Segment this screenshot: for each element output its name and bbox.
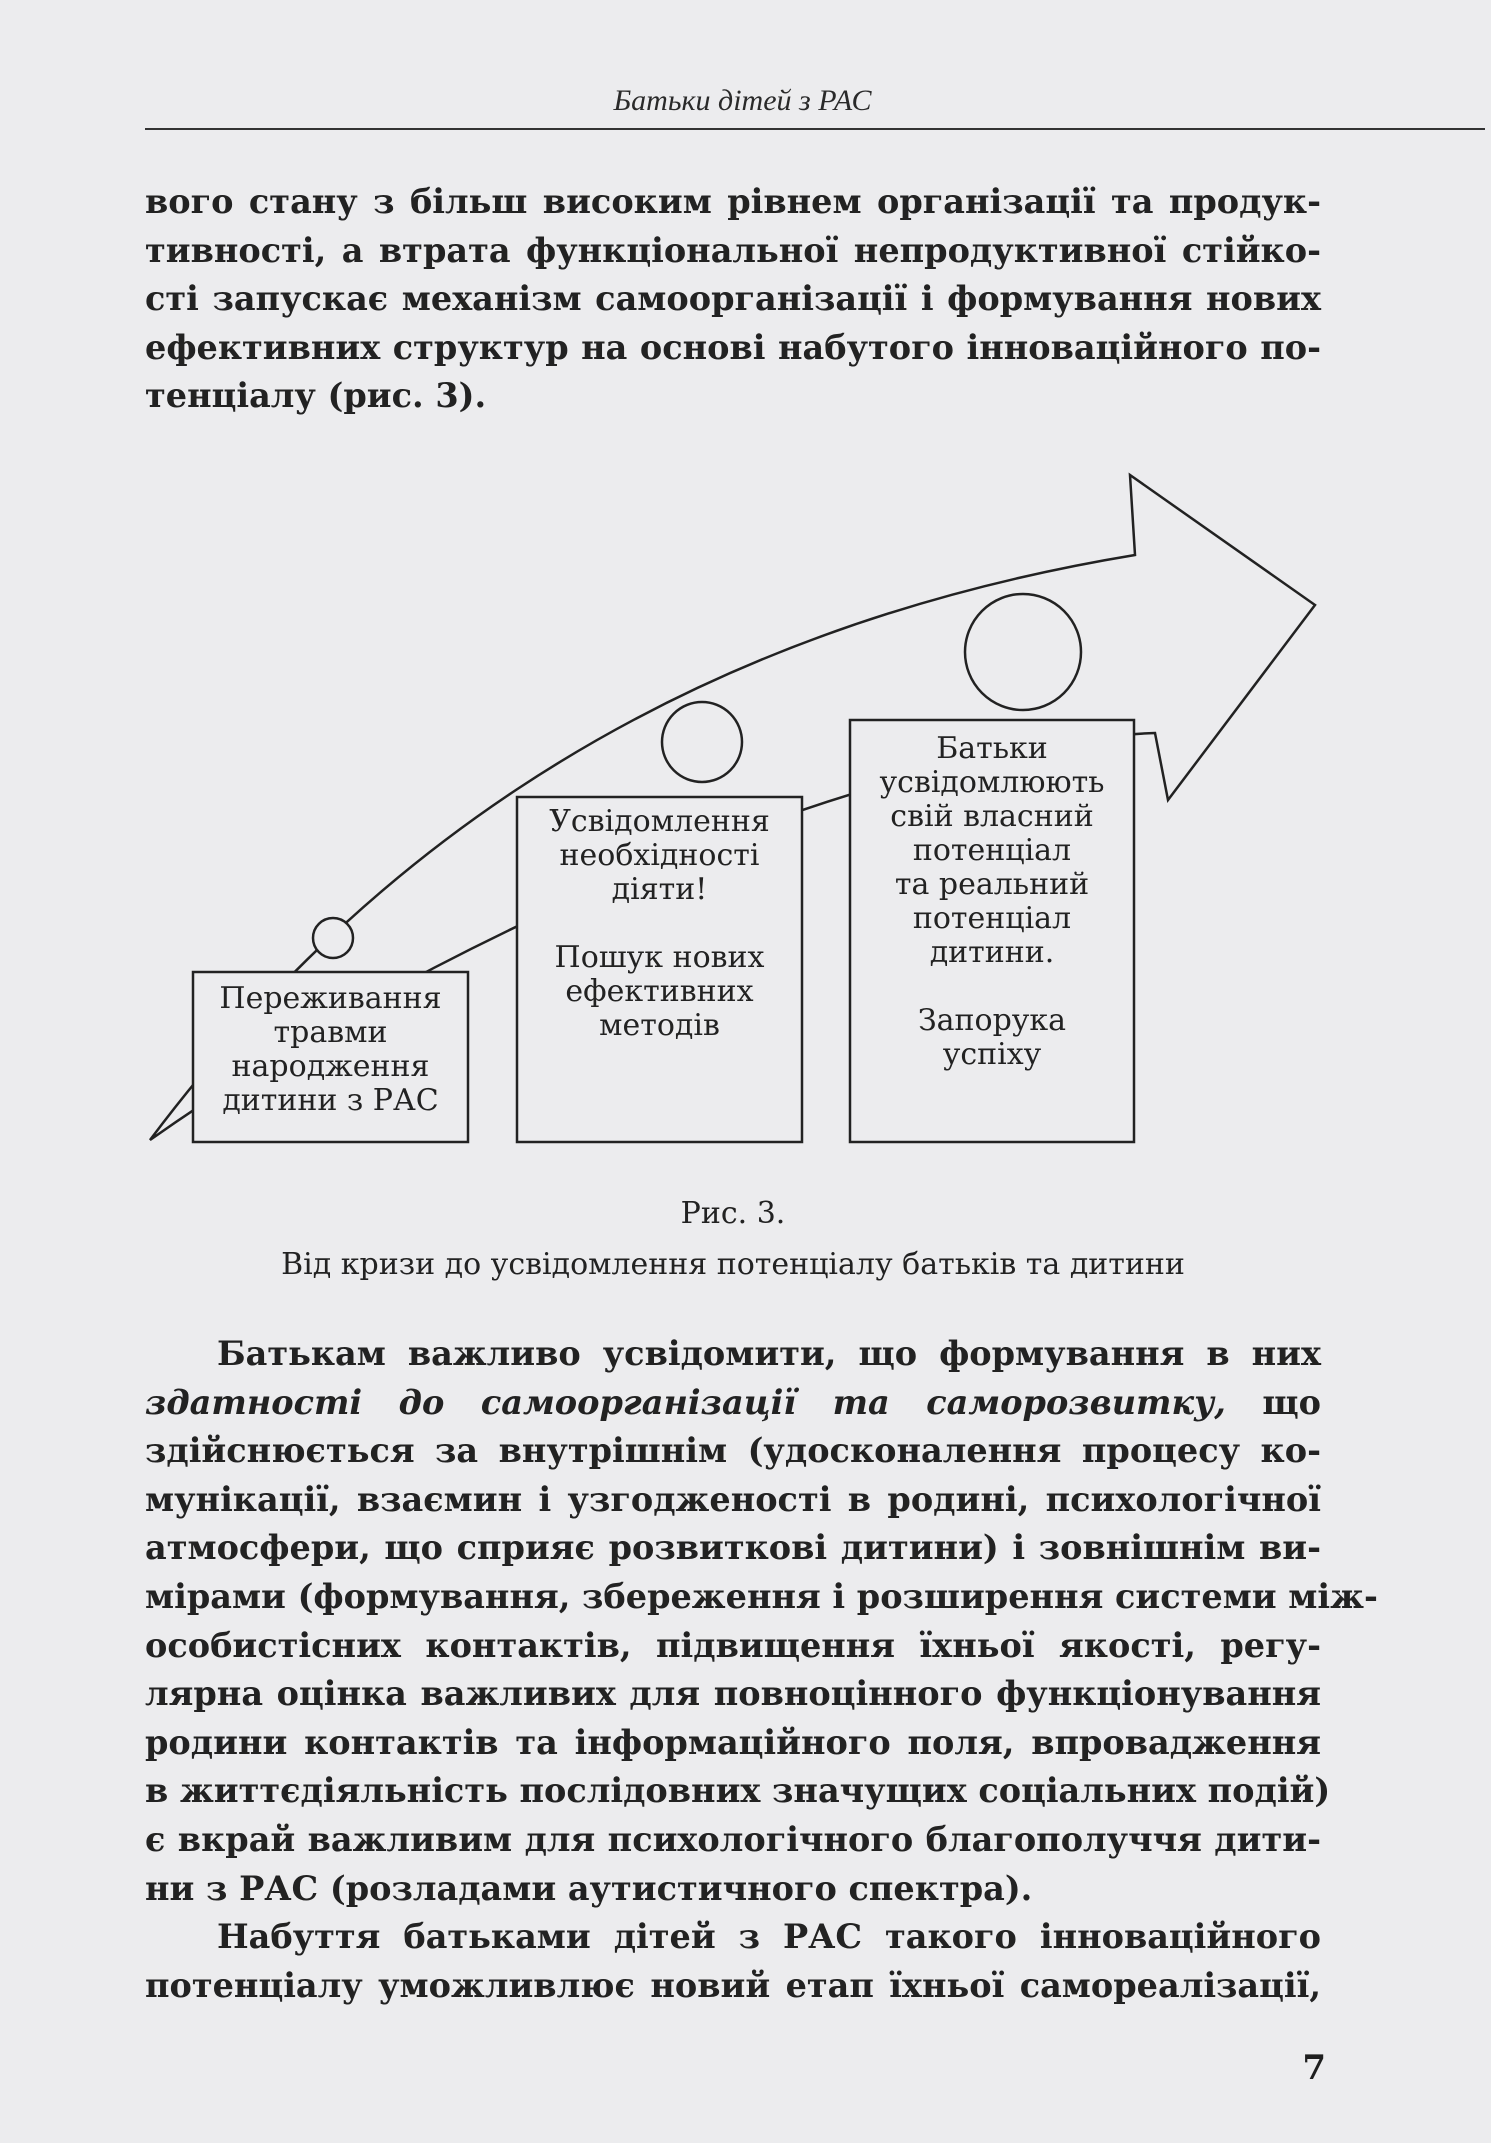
box-1-line: дитини з РАС — [222, 1083, 439, 1118]
text-line: мунікації, взаємин і узгодженості в родині, психологічної — [145, 1479, 1321, 1519]
text-line: особистісних контактів, підвищення їхньої якості, регу- — [145, 1625, 1321, 1665]
box-3-line: Запорука — [917, 1003, 1067, 1038]
paragraph-3 — [145, 1913, 1321, 2010]
box-3-line: усвідомлюють — [879, 765, 1105, 800]
box-2-line: діяти! — [611, 872, 708, 907]
box-3-spacer — [850, 970, 1134, 1004]
text-line: здійснюється за внутрішнім (удосконалення процесу ко- — [145, 1431, 1321, 1471]
large-circle — [965, 594, 1081, 710]
box-3-text — [850, 732, 1134, 1072]
text-line: Батькам важливо усвідомити, що формування в них — [217, 1334, 1321, 1373]
text-line: є вкрай важливим для психологічного благополуччя дити- — [145, 1819, 1321, 1859]
page-number: 7 — [1302, 2048, 1326, 2088]
box-1-line: травми — [273, 1015, 388, 1050]
text-line: тивності, а втрата функціональної непродуктивної стійко- — [145, 230, 1321, 270]
text-line: Набуття батьками дітей з РАС такого інноваційного — [217, 1917, 1321, 1956]
text-fragment: що — [1225, 1382, 1321, 1422]
running-title: Батьки дітей з РАС — [613, 84, 872, 117]
box-2-line: необхідності — [559, 838, 760, 873]
text-line: вого стану з більш високим рівнем організації та продук- — [145, 182, 1321, 221]
box-2-line: Усвідомлення — [549, 804, 770, 839]
box-2-line: ефективних — [565, 974, 754, 1009]
small-circle — [313, 918, 353, 958]
box-2-line: методів — [599, 1008, 720, 1043]
text-line: потенціалу уможливлює новий етап їхньої самореалізації, — [145, 1965, 1321, 2005]
box-3-line: потенціал — [912, 901, 1072, 936]
medium-circle — [662, 702, 742, 782]
text-line: ефективних структур на основі набутого інноваційного по- — [145, 327, 1321, 367]
box-2-line: Пошук нових — [554, 940, 765, 975]
box-3-line: дитини. — [929, 935, 1055, 970]
box-3-line: Батьки — [936, 731, 1048, 766]
text-line: ни з РАС (розладами аутистичного спектра). — [145, 1868, 1033, 1908]
figure-caption-title: Від кризи до усвідомлення потенціалу батьків та дитини — [281, 1247, 1185, 1282]
box-3-line: свій власний — [890, 799, 1094, 834]
box-2-text — [517, 805, 802, 1043]
box-3-line: та реальний — [894, 867, 1090, 902]
text-line: в життєдіяльність послідовних значущих соціальних подій) — [145, 1771, 1331, 1811]
figure-caption-number: Рис. 3. — [680, 1196, 786, 1231]
box-1-text — [193, 982, 468, 1118]
text-line: тенціалу (рис. 3). — [145, 376, 487, 416]
box-1-line: народження — [231, 1049, 430, 1084]
text-line: сті запускає механізм самоорганізації і формування нових — [145, 279, 1321, 319]
text-line: мірами (формування, збереження і розширення системи між- — [145, 1576, 1378, 1616]
text-line-emphasis — [145, 1379, 1321, 1428]
box-2-spacer — [517, 907, 802, 941]
text-line: родини контактів та інформаційного поля, впровадження — [145, 1722, 1321, 1762]
text-line: атмосфери, що сприяє розвиткові дитини) і зовнішнім ви- — [145, 1528, 1321, 1568]
paragraph-2 — [145, 1330, 1378, 1913]
emphasis-text: здатності до самоорганізації та саморозвитку, — [145, 1382, 1226, 1422]
box-1-line: Переживання — [219, 981, 442, 1016]
box-3-line: потенціал — [912, 833, 1072, 868]
box-3-line: успіху — [942, 1037, 1042, 1072]
text-line: лярна оцінка важливих для повноцінного функціонування — [145, 1674, 1321, 1714]
